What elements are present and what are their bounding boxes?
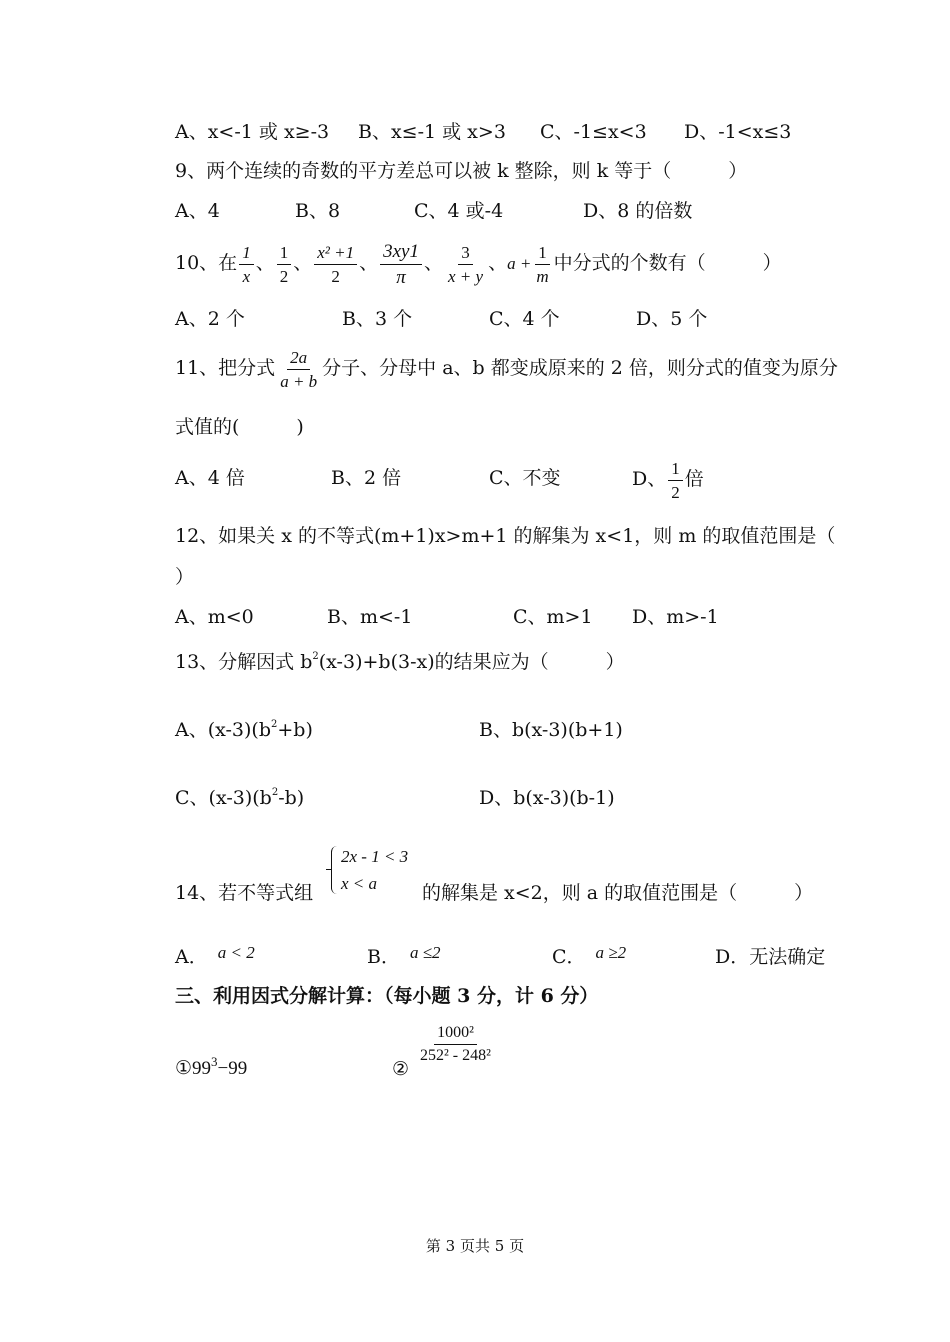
q11-fraction: $\frac{2a}{a + b}$ xyxy=(280,347,318,391)
q10-suffix: 中分式的个数有（ ） xyxy=(553,252,782,274)
q14-option-d: D．无法确定 xyxy=(715,946,826,968)
section-3-problem-1: $①99^3-99$ xyxy=(175,1054,248,1079)
q10-fraction-6: $\frac{1}{m}$ xyxy=(536,242,549,286)
q9-option-b: B、8 xyxy=(295,200,341,222)
q10-option-d: D、5 个 xyxy=(636,308,708,330)
q14-suffix: 的解集是 x<2，则 a 的取值范围是（ ） xyxy=(422,882,814,904)
section-3-problem-2-label: ② xyxy=(392,1058,410,1080)
q9-stem: 9、两个连续的奇数的平方差总可以被 k 整除，则 k 等于（ ） xyxy=(175,160,748,182)
q10-fraction-3: $\frac{\text{x² +1}}{2}$ xyxy=(314,244,357,285)
q14-prefix: 14、若不等式组 xyxy=(175,882,314,904)
q10-option-a: A、2 个 xyxy=(175,308,245,330)
q10-fraction-2: $\frac{1}{2}$ xyxy=(277,244,292,285)
q10-fraction-5: $\frac{3}{x + y}$ xyxy=(448,242,484,286)
q11-option-d: D、 $\frac{1}{2}$ 倍 xyxy=(632,458,704,502)
q8-option-a: A、x<-1 或 x≥-3 xyxy=(175,121,330,143)
q14-option-b: B． a ≤2 xyxy=(367,943,441,968)
q12-option-a: A、m<0 xyxy=(175,606,254,628)
q11-stem: 11、把分式 $\frac{2a}{a + b}$ 分子、分母中 a、b 都变成原来的 2 倍，则分式的值变为原分 xyxy=(175,347,838,391)
q8-option-c: C、-1≤x<3 xyxy=(540,121,647,143)
q12-stem-line2: ） xyxy=(175,566,195,588)
q10-prefix: 10、在 xyxy=(175,252,238,274)
q10-option-b: B、3 个 xyxy=(342,308,413,330)
q14-system-line-2: x < a xyxy=(341,874,378,893)
q10-option-c: C、4 个 xyxy=(489,308,560,330)
q14-option-a: A． a < 2 xyxy=(175,943,255,968)
q10-fraction-1: $\frac{1}{x}$ xyxy=(239,244,254,285)
q13-option-a: A、$(x-3)(b^2+b)$ xyxy=(175,719,313,741)
q11-option-a: A、4 倍 xyxy=(175,467,245,489)
q11-stem-line2: 式值的( ) xyxy=(175,416,304,438)
q14-system-line-1: 2x - 1 < 3 xyxy=(341,847,409,866)
q13-option-b: B、b(x-3)(b+1) xyxy=(479,719,623,741)
q11-option-b: B、2 倍 xyxy=(331,467,402,489)
section-3-title: 三、利用因式分解计算：（每小题 3 分，计 6 分） xyxy=(175,985,599,1007)
q10-fraction-4: $\frac{3xy1}{\pi}$ xyxy=(380,242,422,287)
q12-option-c: C、m>1 xyxy=(513,606,593,628)
q12-option-b: B、m<-1 xyxy=(327,606,413,628)
q9-option-d: D、8 的倍数 xyxy=(583,200,693,222)
q12-stem: 12、如果关 x 的不等式(m+1)x>m+1 的解集为 x<1，则 m 的取值范围是（ xyxy=(175,525,836,547)
q13-stem: 13、分解因式 $b^2(x-3)+b(3-x)$的结果应为（ ） xyxy=(175,651,625,673)
q13-option-d: D、b(x-3)(b-1) xyxy=(479,787,615,809)
page-footer: 第 3 页共 5 页 xyxy=(425,1237,525,1255)
section-3-problem-2-fraction: $\frac{\text{1000²}}{\text{252² - 248²}}$ xyxy=(420,1024,491,1064)
q9-option-c: C、4 或-4 xyxy=(414,200,504,222)
q10-term-6-prefix: a + xyxy=(507,254,532,273)
q8-option-d: D、-1<x≤3 xyxy=(684,121,792,143)
q14-option-c: C． a ≥2 xyxy=(552,943,627,968)
q9-option-a: A、4 xyxy=(175,200,220,222)
q8-option-b: B、x≤-1 或 x>3 xyxy=(358,121,506,143)
q14-system-brace xyxy=(331,846,340,894)
q12-option-d: D、m>-1 xyxy=(632,606,719,628)
q11-option-c: C、不变 xyxy=(489,467,561,489)
q10-stem: 10、在 $\frac{1}{x}$ 、 $\frac{1}{2}$ 、 $\frac{\text{x² +1}}{2}$ 、 $\frac{3xy1}{\pi}$ 、 $\frac{3}{x + y}$ 、a + $\frac{1}{m}$ 中分式的个数有（ ） xyxy=(175,240,782,288)
q11-option-d-fraction: $\frac{1}{2}$ xyxy=(668,460,683,501)
q13-option-c: C、$(x-3)(b^2-b)$ xyxy=(175,787,305,809)
